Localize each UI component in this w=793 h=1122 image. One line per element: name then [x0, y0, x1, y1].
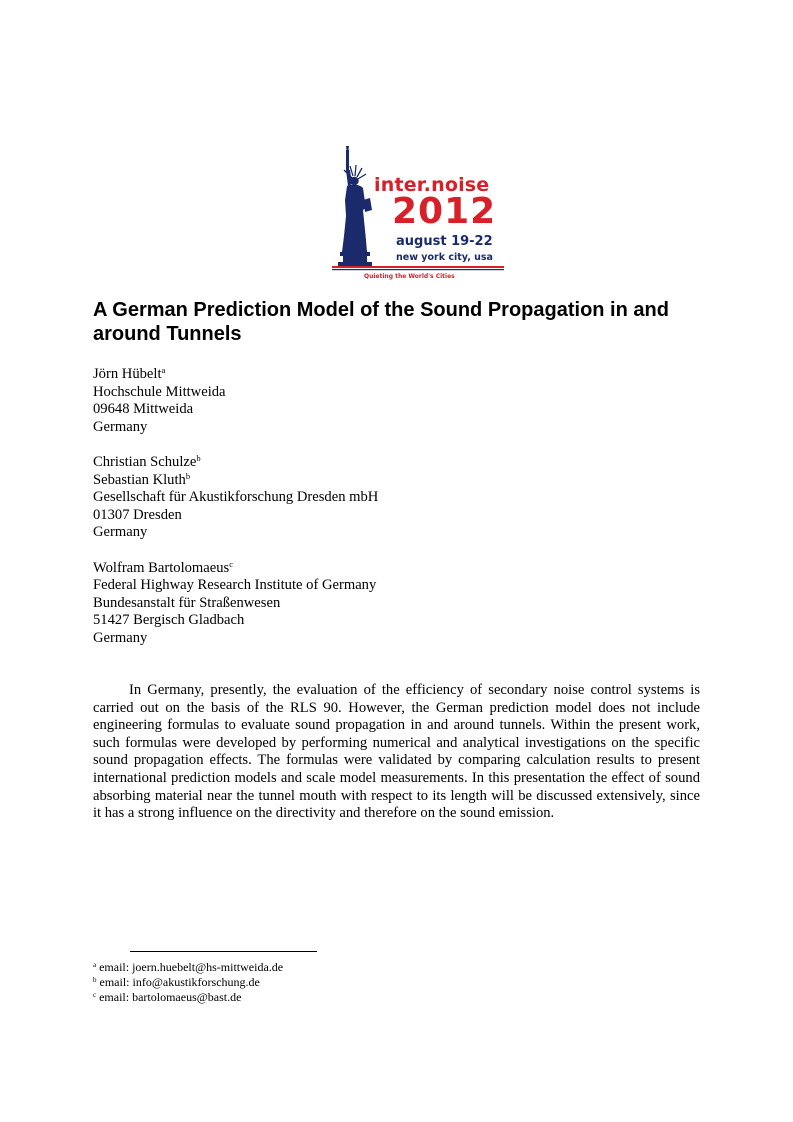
affiliation-line: Bundesanstalt für Straßenwesen [93, 594, 281, 611]
footnote-divider [130, 951, 317, 952]
author-block [93, 454, 593, 542]
footnote: $^c$ email: bartolomaeus@bast.de [93, 990, 242, 1005]
logo-wordmark: inter.noise [374, 174, 490, 196]
affiliation-line: Germany [93, 524, 148, 541]
author-name: Christian Schulze$^b$ [93, 452, 201, 470]
logo-tagline: Quieting the World's Cities [364, 273, 455, 280]
affiliation-line: Gesellschaft für Akustikforschung Dresden mbH [93, 489, 379, 506]
logo-year: 2012 [392, 191, 497, 232]
footnote-mark: c [229, 558, 233, 569]
conference-logo [330, 144, 510, 284]
affiliation-line: Germany [93, 629, 148, 646]
author-name: Wolfram Bartolomaeus$^c$ [93, 558, 233, 576]
footnote-mark: b [185, 470, 191, 481]
author-block [93, 366, 593, 436]
author-name: Sebastian Kluth$^b$ [93, 470, 191, 488]
footnote-mark: a [161, 365, 166, 375]
affiliation-line: 51427 Bergisch Gladbach [93, 612, 245, 629]
affiliation-line: Federal Highway Research Institute of Germany [93, 577, 377, 594]
author-list [93, 366, 593, 665]
affiliation-line: 01307 Dresden [93, 506, 182, 523]
logo-city: new york city, usa [396, 252, 493, 263]
footnote-mark: b [196, 452, 201, 463]
author-name: Jörn Hübelt$^a$ [93, 365, 166, 382]
abstract-paragraph: In Germany, presently, the evaluation of the efficiency of secondary noise control systems is carried out on the basis of the RLS 90. However, the German prediction model does not include engineering formulas to evaluate sound propagation in and around tunnels. Within the present work, such formulas were developed by performing numerical and analytical investigations on the specific sound propagation effects. The formulas were validated by comparing calculation results to present international prediction models and scale model measurements. In this presentation the effect of sound absorbing material near the tunnel mouth with respect to its length will be discussed extensively, since it has a strong influence on the directivity and therefore on the sound emission. [93, 682, 700, 822]
footnote: $^a$ email: joern.huebelt@hs-mittweida.de [93, 960, 284, 974]
paper-title: A German Prediction Model of the Sound Propagation in and around Tunnels [93, 299, 669, 345]
logo-dates: august 19-22 [396, 234, 493, 249]
footnotes [93, 960, 593, 1006]
footnote: $^b$ email: info@akustikforschung.de [93, 975, 260, 990]
author-block [93, 560, 593, 648]
affiliation-line: 09648 Mittweida [93, 401, 194, 418]
affiliation-line: Germany [93, 418, 148, 435]
affiliation-line: Hochschule Mittweida [93, 383, 226, 400]
